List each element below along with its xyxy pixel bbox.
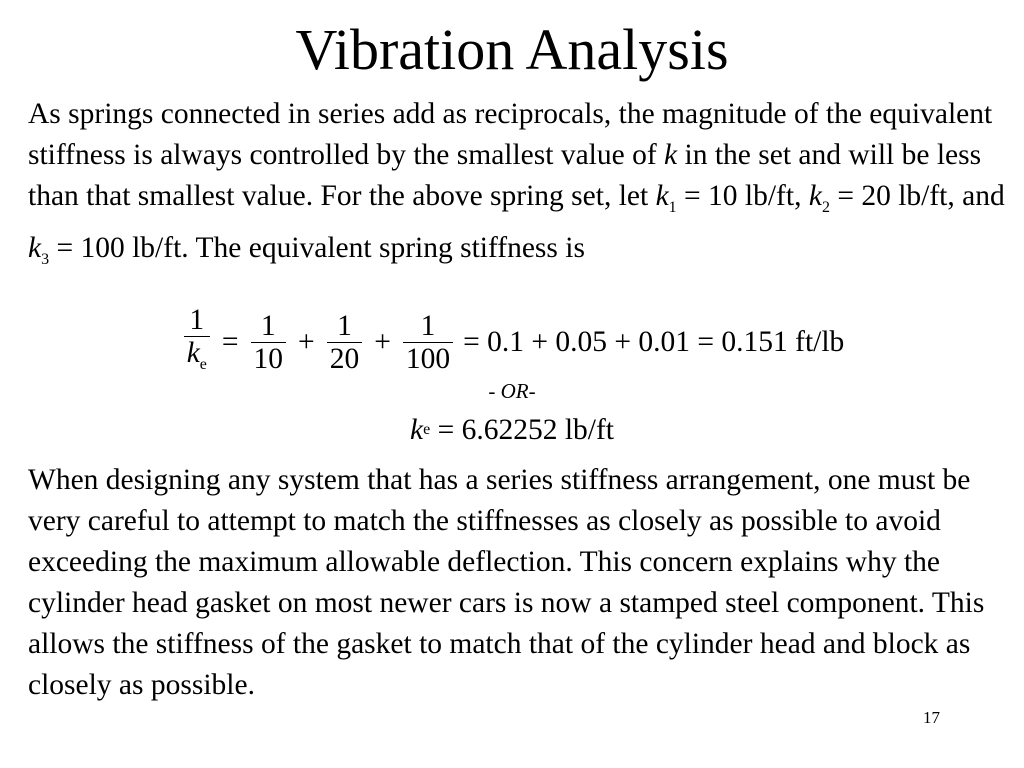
k2-value: = 20 lb/ft, and [829, 180, 1005, 212]
ke-symbol: k [186, 336, 200, 369]
k1-subscript: 1 [668, 199, 677, 216]
slide-number: 17 [923, 708, 940, 727]
ke-result-symbol: k [409, 413, 424, 446]
fraction-2-denominator: 20 [327, 342, 363, 375]
k-symbol: k [664, 139, 678, 171]
k3-subscript: 3 [41, 251, 50, 268]
k1-value: = 10 lb/ft, [676, 180, 809, 212]
fraction-1 [251, 310, 287, 375]
k2-subscript: 2 [821, 199, 830, 216]
fraction-lhs-numerator: 1 [189, 303, 205, 336]
equation-result: = 0.1 + 0.05 + 0.01 = 0.151 ft/lb [463, 325, 845, 358]
plus-sign-1: + [298, 325, 315, 358]
fraction-3-numerator: 1 [420, 309, 436, 342]
ke-result-value: = 6.62252 lb/ft [430, 413, 614, 446]
fraction-lhs-denominator [184, 336, 210, 381]
equation-equivalent-stiffness [0, 408, 1024, 452]
intro-text-2: in the set and will be less than that smallest value. For the above spring set, let [28, 139, 982, 212]
plus-sign-2: + [374, 325, 391, 358]
k3-value: = 100 lb/ft. The equivalent spring stiffness is [49, 232, 585, 264]
fraction-2-numerator: 1 [337, 309, 352, 342]
fraction-1-denominator: 10 [251, 342, 287, 375]
fraction-3-denominator: 100 [403, 342, 453, 375]
or-separator: - OR- [488, 379, 536, 403]
paragraph-design-note: When designing any system that has a series stiffness arrangement, one must be very careful to attempt to match the stiffnesses as closely as possible to avoid exceeding the maximum allowable deflection. This concern explains why the cylinder head gasket on most newer cars is now a stamped steel component. This allows the stiffness of the gasket to match that of the cylinder head and block as closely as possible. [28, 464, 985, 701]
ke-result-subscript: e [423, 421, 431, 438]
equation-reciprocal-sum [0, 303, 1024, 377]
ke-subscript: e [199, 355, 207, 373]
k3-symbol: k [28, 232, 42, 264]
slide-title: Vibration Analysis [295, 17, 729, 82]
paragraph-intro [28, 94, 1008, 280]
fraction-lhs [184, 304, 210, 381]
k1-symbol: k [655, 180, 669, 212]
k2-symbol: k [808, 180, 822, 212]
equals-sign: = [221, 325, 239, 358]
intro-text-1: As springs connected in series add as reciprocals, the magnitude of the equivalent stiffness is always controlled by the smallest value of [28, 98, 993, 171]
fraction-2 [327, 310, 363, 375]
fraction-3 [403, 310, 453, 375]
fraction-1-numerator: 1 [260, 309, 276, 342]
